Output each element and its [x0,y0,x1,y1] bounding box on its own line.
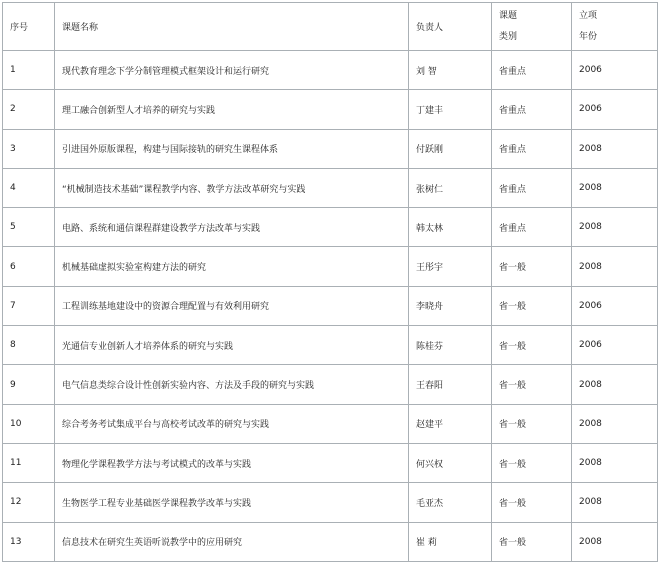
cell-year: 2008 [572,247,658,286]
table-row [3,365,658,404]
cell-title: 理工融合创新型人才培养的研究与实践 [55,90,409,129]
header-category-line2: 类别 [499,31,518,42]
header-category [492,3,572,51]
cell-category: 省一般 [492,365,572,404]
table-row [3,286,658,325]
cell-lead: 王春阳 [409,365,492,404]
header-title: 课题名称 [55,3,409,51]
cell-lead: 韩太林 [409,208,492,247]
cell-no: 10 [3,404,55,443]
cell-title: 电气信息类综合设计性创新实验内容、方法及手段的研究与实践 [55,365,409,404]
cell-no: 2 [3,90,55,129]
cell-title: 现代教育理念下学分制管理模式框架设计和运行研究 [55,51,409,90]
cell-title: 电路、系统和通信课程群建设教学方法改革与实践 [55,208,409,247]
cell-no: 4 [3,168,55,207]
cell-no: 9 [3,365,55,404]
cell-title: 机械基础虚拟实验室构建方法的研究 [55,247,409,286]
cell-no: 1 [3,51,55,90]
cell-category: 省一般 [492,522,572,561]
cell-year: 2006 [572,326,658,365]
header-year-line2: 年份 [579,31,598,42]
header-lead: 负责人 [409,3,492,51]
cell-title: 信息技术在研究生英语听说教学中的应用研究 [55,522,409,561]
project-table [2,2,658,562]
cell-lead: 丁建丰 [409,90,492,129]
cell-category: 省一般 [492,326,572,365]
cell-lead: 李晓舟 [409,286,492,325]
table-row [3,208,658,247]
table-body [3,51,658,562]
table-row [3,522,658,561]
cell-no: 11 [3,443,55,482]
cell-no: 6 [3,247,55,286]
header-no: 序号 [3,3,55,51]
cell-category: 省重点 [492,208,572,247]
cell-category: 省一般 [492,483,572,522]
cell-title: 物理化学课程教学方法与考试模式的改革与实践 [55,443,409,482]
header-year-line1: 立项 [579,10,598,21]
cell-category: 省重点 [492,51,572,90]
cell-lead: 付跃刚 [409,129,492,168]
cell-no: 13 [3,522,55,561]
cell-lead: 王彤宇 [409,247,492,286]
cell-category: 省一般 [492,247,572,286]
table-row [3,326,658,365]
table-row [3,90,658,129]
cell-no: 7 [3,286,55,325]
cell-category: 省一般 [492,286,572,325]
cell-year: 2008 [572,129,658,168]
cell-category: 省重点 [492,129,572,168]
header-year [572,3,658,51]
cell-lead: 陈桂芬 [409,326,492,365]
cell-year: 2008 [572,404,658,443]
cell-title: 生物医学工程专业基础医学课程教学改革与实践 [55,483,409,522]
cell-year: 2006 [572,90,658,129]
cell-title: “机械制造技术基础”课程教学内容、教学方法改革研究与实践 [55,168,409,207]
cell-year: 2008 [572,365,658,404]
header-category-line1: 课题 [499,10,518,21]
cell-year: 2006 [572,51,658,90]
table-row [3,51,658,90]
table-row [3,129,658,168]
cell-category: 省一般 [492,404,572,443]
cell-no: 5 [3,208,55,247]
table-row [3,483,658,522]
cell-category: 省重点 [492,168,572,207]
cell-title: 光通信专业创新人才培养体系的研究与实践 [55,326,409,365]
cell-lead: 毛亚杰 [409,483,492,522]
cell-title: 综合考务考试集成平台与高校考试改革的研究与实践 [55,404,409,443]
cell-title: 工程训练基地建设中的资源合理配置与有效利用研究 [55,286,409,325]
cell-category: 省一般 [492,443,572,482]
table-row [3,247,658,286]
cell-year: 2006 [572,286,658,325]
cell-lead: 何兴权 [409,443,492,482]
cell-year: 2008 [572,443,658,482]
table-row [3,168,658,207]
cell-no: 12 [3,483,55,522]
cell-lead: 刘 智 [409,51,492,90]
cell-year: 2008 [572,168,658,207]
cell-lead: 崔 莉 [409,522,492,561]
cell-year: 2008 [572,522,658,561]
cell-no: 8 [3,326,55,365]
table-row [3,404,658,443]
header-row [3,3,658,51]
cell-lead: 张树仁 [409,168,492,207]
table-row [3,443,658,482]
cell-title: 引进国外原版课程，构建与国际接轨的研究生课程体系 [55,129,409,168]
cell-category: 省重点 [492,90,572,129]
cell-year: 2008 [572,208,658,247]
cell-lead: 赵建平 [409,404,492,443]
cell-no: 3 [3,129,55,168]
cell-year: 2008 [572,483,658,522]
